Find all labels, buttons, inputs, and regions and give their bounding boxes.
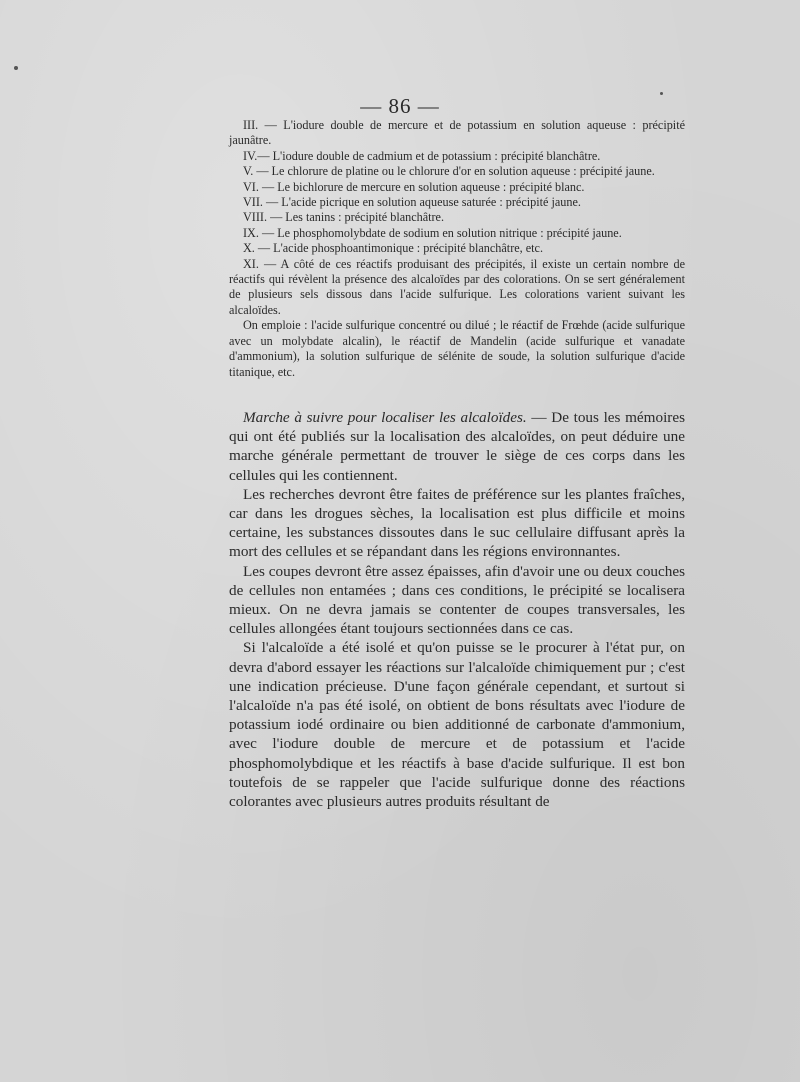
page-number: — 86 — [360,94,440,118]
reagent-item: III. — L'iodure double de mercure et de potassium en solution aqueuse : précipité jaunâtre. [229,118,685,148]
reagent-item: VII. — L'acide picrique en solution aqueuse saturée : précipité jaune. [243,195,581,210]
section-lead-paragraph [229,408,685,485]
section-lead-text: — De tous les mémoires qui ont été publiés sur la localisation des alcaloïdes, on peut déduire une marche générale permettant de trouver le siège de ces corps dans les cellules qui les contiennent. [229,409,685,484]
body-paragraph: Les recherches devront être faites de préférence sur les plantes fraîches, car dans les drogues sèches, la localisation est plus difficile et moins certaine, les substances dissoutes dans le suc cellulaire diffusant après la mort des cellules et se répandant dans les régions environnantes. [229,485,685,561]
ink-speck [14,66,18,70]
reagent-item: VI. — Le bichlorure de mercure en solution aqueuse : précipité blanc. [243,179,585,194]
reagent-item: XI. — A côté de ces réactifs produisant des précipités, il existe un certain nombre de réactifs qui révèlent la présence des alcaloïdes par des colorations. On se sert généralement de plusieurs sels dissous dans l'acide sulfurique. Les colorations varient suivant les alcaloïdes. [229,256,685,317]
reagent-item: IX. — Le phosphomolybdate de sodium en solution nitrique : précipité jaune. [243,225,622,240]
body-paragraph: Les coupes devront être assez épaisses, afin d'avoir une ou deux couches de cellules non entamées ; dans ces conditions, le précipité se localisera mieux. On ne devra jamais se contenter de coupes transversales, les cellules allongées étant toujours sectionnées dans ce cas. [229,562,685,638]
reagent-item: IV.— L'iodure double de cadmium et de potassium : précipité blanchâtre. [243,148,601,163]
reagent-item: On emploie : l'acide sulfurique concentré ou dilué ; le réactif de Frœhde (acide sulfurique avec un molybdate alcalin), le réactif de Mandelin (acide sulfurique et vanadate d'ammonium), la solution sulfurique de sélénite de soude, la solution sulfurique d'acide titanique, etc. [229,318,685,379]
reagent-item: VIII. — Les tanins : précipité blanchâtre. [243,210,445,225]
body-paragraph: Si l'alcaloïde a été isolé et qu'on puisse se le procurer à l'état pur, on devra d'abord essayer les réactions sur l'alcaloïde chimiquement pur ; c'est une indication précieuse. D'une façon générale cependant, et surtout si l'alcaloïde n'a pas été isolé, on obtient de bons résultats avec l'iodure de potassium iodé ordinaire ou bien additionné de carbonate d'ammonium, avec l'iodure double de mercure et de potassium et l'acide phosphomolybdique et les réactifs à base d'acide sulfurique. Il est bon toutefois de se rappeler que l'acide sulfurique donne des réactions colorantes avec plusieurs autres produits résultant de [229,639,685,811]
reagent-item: V. — Le chlorure de platine ou le chlorure d'or en solution aqueuse : précipité jaune. [243,164,655,179]
section-heading: Marche à suivre pour localiser les alcaloïdes. [243,409,527,426]
main-text [229,408,685,811]
reagent-item: X. — L'acide phosphoantimonique : précipité blanchâtre, etc. [243,241,544,256]
reagent-list [229,118,685,380]
